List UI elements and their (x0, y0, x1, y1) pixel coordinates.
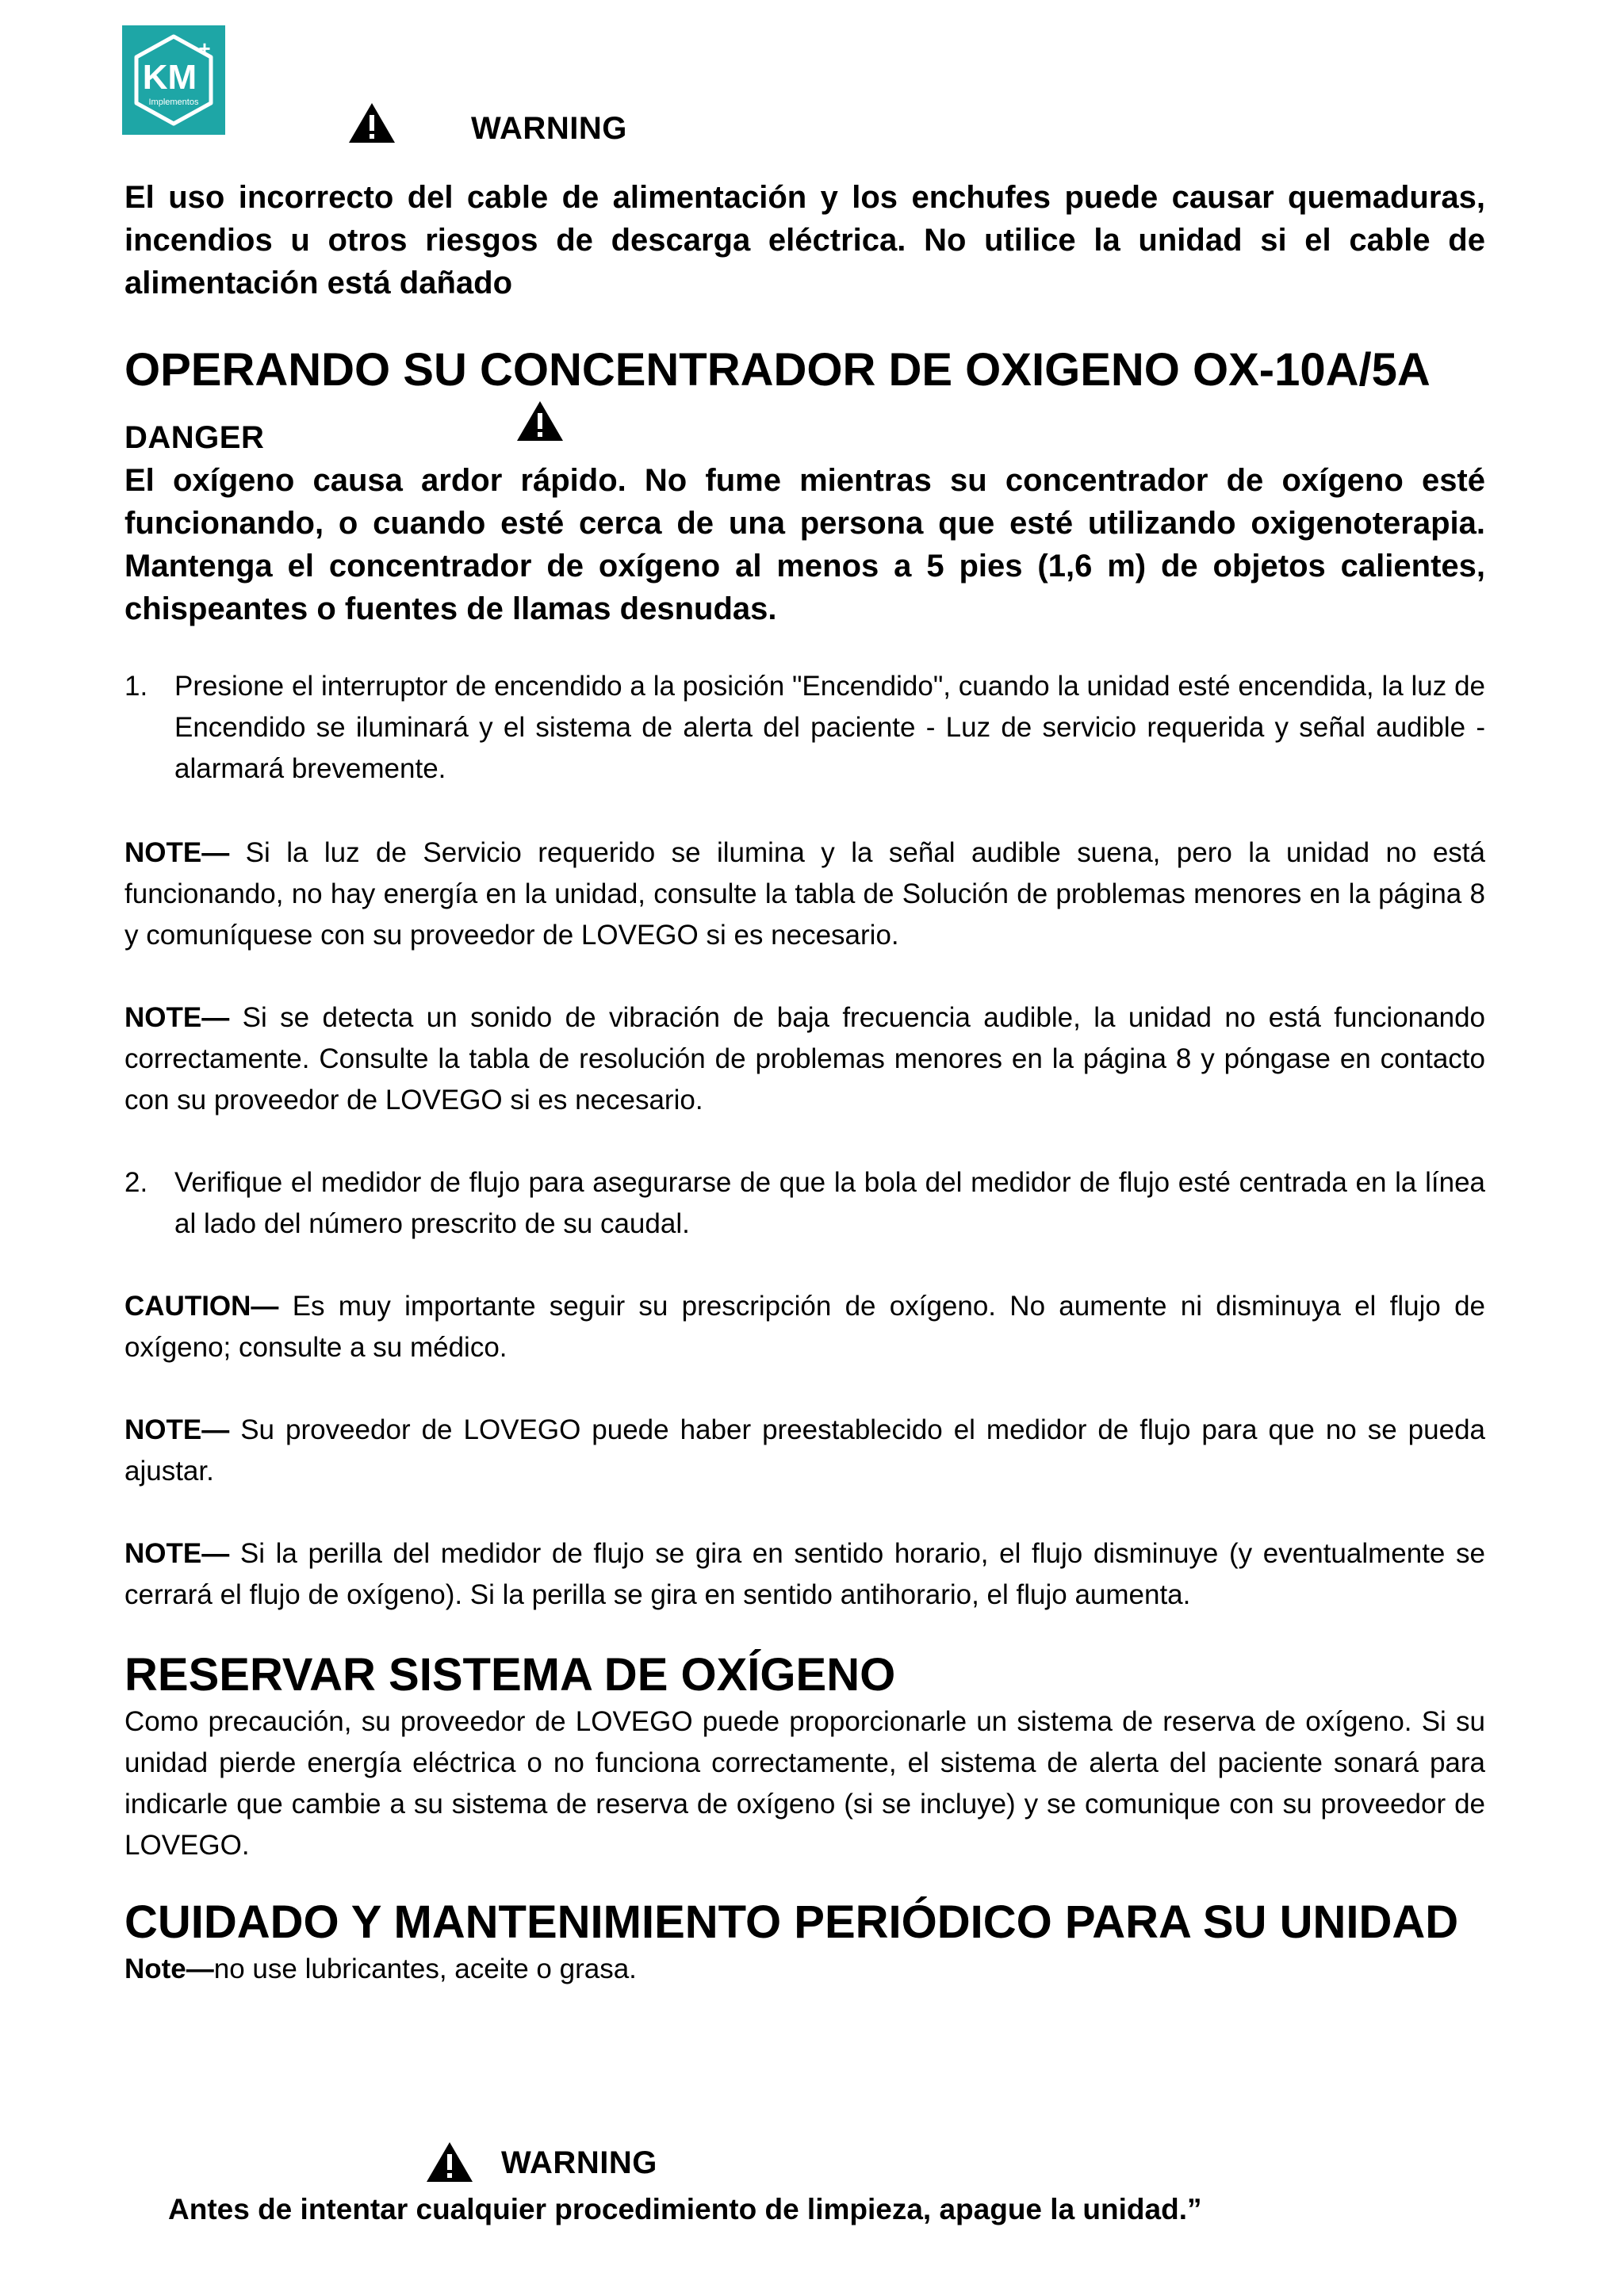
note-label: NOTE— (124, 1538, 230, 1569)
warning-label: WARNING (501, 2145, 657, 2180)
note-paragraph (124, 1533, 1485, 1616)
note-text: Si la perilla del medidor de flujo se gira en sentido horario, el flujo disminuye (y eventualmente se cerrará el flujo de oxígeno). Si la perilla se gira en sentido antihorario, el flujo aumenta. (124, 1538, 1485, 1610)
note-label: NOTE— (124, 1414, 230, 1445)
note-paragraph (124, 1410, 1485, 1492)
logo-plus: + (198, 36, 211, 60)
logo-subtitle: Implementos (148, 98, 199, 107)
section-heading-reserve: RESERVAR SISTEMA DE OXÍGENO (124, 1649, 896, 1701)
note-label: Note— (124, 1954, 214, 1984)
caution-paragraph (124, 1286, 1485, 1368)
note-paragraph (124, 997, 1485, 1121)
caution-label: CAUTION— (124, 1291, 279, 1322)
warning-triangle-icon (347, 101, 396, 148)
caution-text: Es muy importante seguir su prescripción de oxígeno. No aumente ni disminuya el flujo de oxígeno; consulte a su médico. (124, 1291, 1485, 1363)
care-note (124, 1949, 1485, 1990)
note-label: NOTE— (124, 1002, 230, 1033)
note-text: Su proveedor de LOVEGO puede haber preestablecido el medidor de flujo para que no se pueda ajustar. (124, 1414, 1485, 1487)
danger-text: El oxígeno causa ardor rápido. No fume mientras su concentrador de oxígeno esté funcionando, o cuando esté cerca de una persona que esté utilizando oxigenoterapia. Mantenga el concentrador de oxígeno al menos a 5 pies (1,6 m) de objetos calientes, chispeantes o fuentes de llamas desnudas. (124, 463, 1485, 626)
danger-label: DANGER (124, 420, 265, 455)
list-text: Presione el interruptor de encendido a la posición "Encendido", cuando la unidad esté encendida, la luz de Encendido se iluminará y el sistema de alerta del paciente - Luz de servicio requerida y señal audible - alarmará brevemente. (174, 671, 1485, 784)
reserve-text: Como precaución, su proveedor de LOVEGO puede proporcionarle un sistema de reserva de oxígeno. Si su unidad pierde energía eléctrica o no funciona correctamente, el sistema de alerta del paciente sonará para indicarle que cambie a su sistema de reserva de oxígeno (si se incluye) y se comunique con su proveedor de LOVEGO. (124, 1706, 1485, 1861)
list-number: 2. (124, 1167, 148, 1198)
km-implementos-logo (122, 25, 225, 135)
warning-triangle-icon (515, 400, 565, 446)
list-text: Verifique el medidor de flujo para asegurarse de que la bola del medidor de flujo esté centrada en la línea al lado del número prescrito de su caudal. (174, 1167, 1485, 1239)
note-paragraph (124, 832, 1485, 956)
section-heading-operating: OPERANDO SU CONCENTRADOR DE OXIGENO OX-10A/5A (124, 344, 1431, 396)
list-number: 1. (124, 671, 148, 702)
list-item (124, 666, 1485, 790)
note-text: Si la luz de Servicio requerido se ilumina y la señal audible suena, pero la unidad no está funcionando, no hay energía en la unidad, consulte la tabla de Solución de problemas menores en la página 8 y comuníquese con su proveedor de LOVEGO si es necesario. (124, 837, 1485, 951)
note-text: no use lubricantes, aceite o grasa. (213, 1954, 637, 1984)
note-text: Si se detecta un sonido de vibración de baja frecuencia audible, la unidad no está funcionando correctamente. Consulte la tabla de resolución de problemas menores en la página 8 y póngase en contacto con su proveedor de LOVEGO si es necesario. (124, 1002, 1485, 1115)
warning-label: WARNING (471, 111, 627, 146)
section-heading-care: CUIDADO Y MANTENIMIENTO PERIÓDICO PARA SU UNIDAD (124, 1896, 1459, 1948)
note-label: NOTE— (124, 837, 230, 868)
logo-mark: KM (142, 58, 197, 97)
warning-triangle-icon (425, 2141, 474, 2187)
warning-text: El uso incorrecto del cable de alimentación y los enchufes puede causar quemaduras, incendios u otros riesgos de descarga eléctrica. No utilice la unidad si el cable de alimentación está dañado (124, 180, 1485, 300)
list-item (124, 1162, 1485, 1245)
warning-text: Antes de intentar cualquier procedimiento de limpieza, apague la unidad.” (168, 2193, 1202, 2225)
